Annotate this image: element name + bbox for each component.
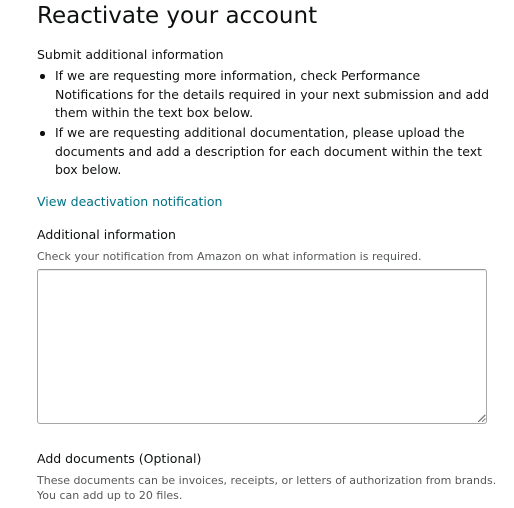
view-deactivation-notification-link[interactable]: View deactivation notification xyxy=(37,194,223,209)
page-title: Reactivate your account xyxy=(37,3,318,29)
instructions-list xyxy=(37,67,489,181)
add-documents-help: These documents can be invoices, receipts, or letters of authorization from brands. You can add up to 20 files. xyxy=(37,474,497,502)
add-documents-label xyxy=(37,450,201,467)
submit-info-heading: Submit additional information xyxy=(37,47,224,62)
add-documents-label-text: Add documents xyxy=(37,451,135,466)
optional-tag: (Optional) xyxy=(138,451,202,466)
instruction-item-documentation: If we are requesting additional documentation, please upload the documents and add a description for each document within the text box below. xyxy=(37,124,489,180)
instruction-item-more-info: If we are requesting more information, check Performance Notifications for the details required in your next submission and add them within the text box below. xyxy=(37,67,489,123)
additional-information-help: Check your notification from Amazon on what information is required. xyxy=(37,250,422,263)
additional-information-label: Additional information xyxy=(37,227,176,242)
additional-information-textarea[interactable] xyxy=(37,269,487,424)
resize-handle-icon[interactable] xyxy=(478,414,486,422)
